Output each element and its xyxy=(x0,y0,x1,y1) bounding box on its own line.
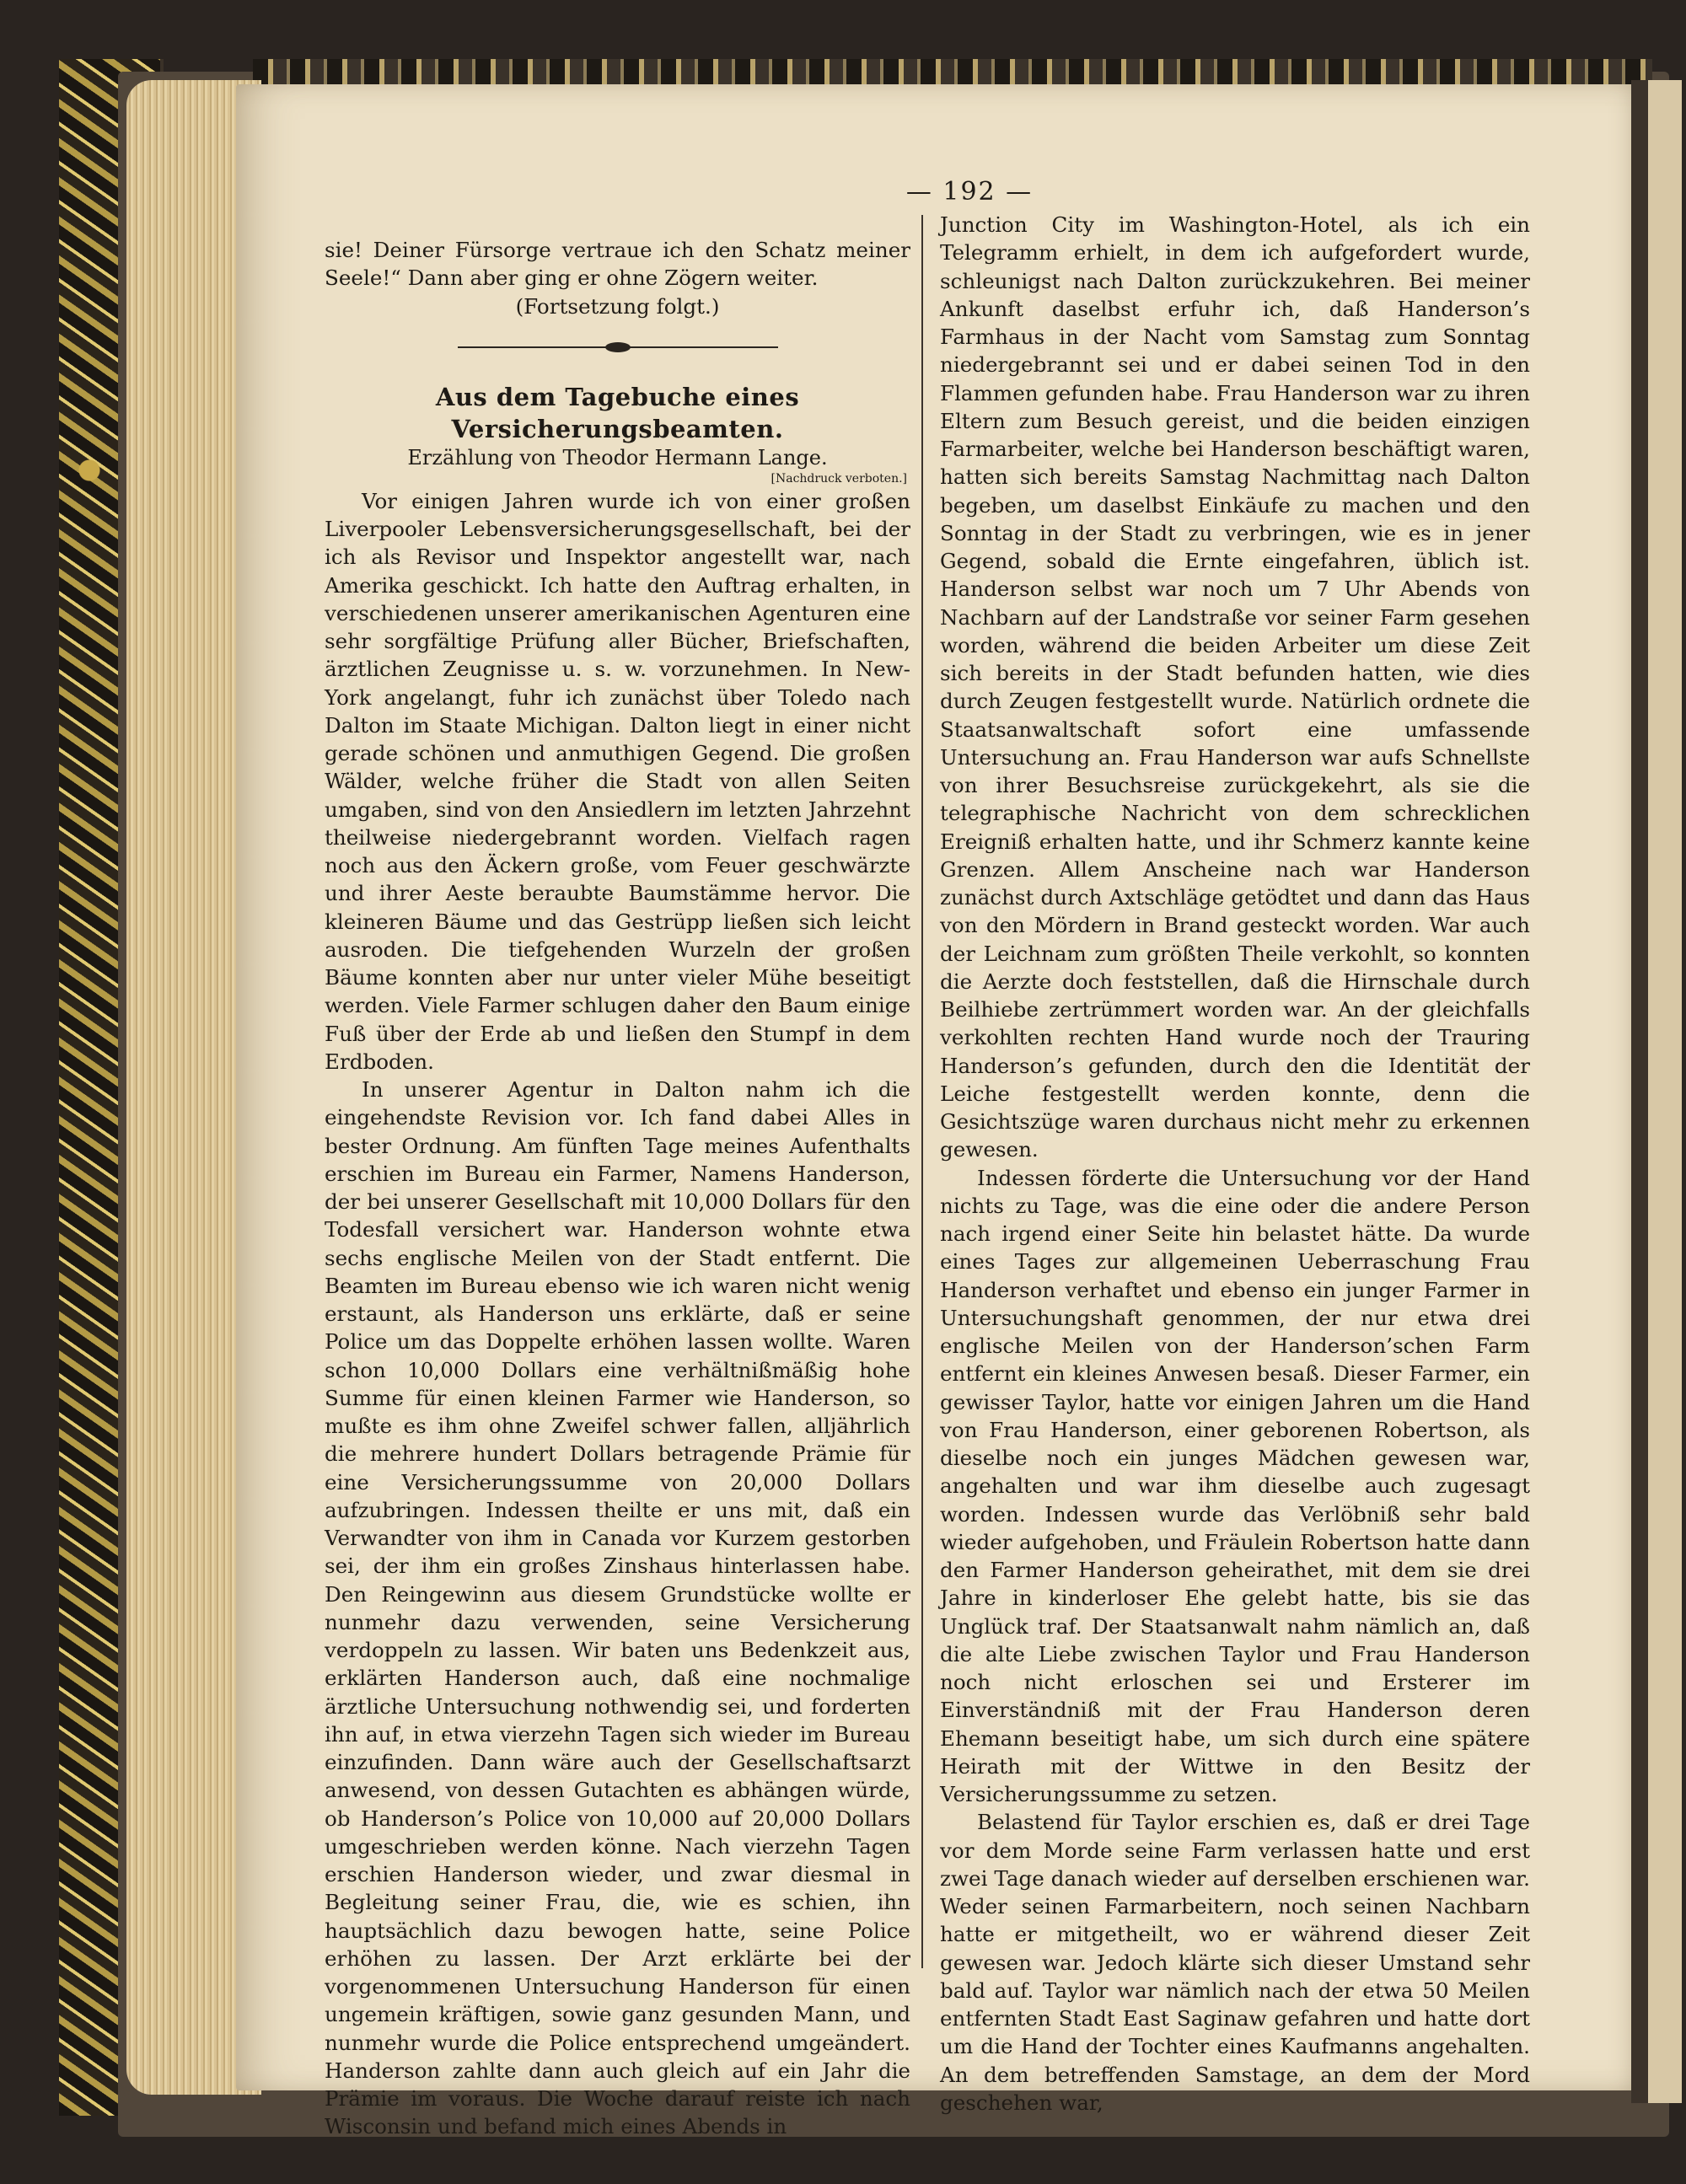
page-number: — 192 — xyxy=(905,177,1034,207)
to-be-continued-note: (Fortsetzung folgt.) xyxy=(515,293,720,319)
article-title: Aus dem Tagebuche eines Versicherungsbeamten. xyxy=(435,382,800,443)
book-top-edge xyxy=(253,59,1652,84)
facing-page-edge xyxy=(1631,80,1686,2103)
column-divider xyxy=(921,215,923,1968)
right-column xyxy=(940,211,1530,2117)
article-byline: Erzählung von Theodor Hermann Lange. xyxy=(407,445,828,470)
section-ornament-divider xyxy=(458,342,778,352)
reprint-notice: [Nachdruck verboten.] xyxy=(771,471,907,486)
article-paragraph: Belastend für Taylor erschien es, daß er drei Tage vor dem Morde seine Farm verlassen hatte und erst zwei Tage danach wieder auf derselben erschienen war. Weder seinen Farmarbeitern, noch seinen Nachbarn hatte er mitgetheilt, wo er während dieser Zeit gewesen war. Jedoch klärte sich dieser Umstand sehr bald auf. Taylor war nämlich nach der etwa 50 Meilen entfernten Stadt East Saginaw gefahren und hatte dort um die Hand der Tochter eines Kaufmanns angehalten. An dem betreffenden Samstage, an dem der Mord geschehen war, xyxy=(940,1810,1530,2115)
previous-story-ending: sie! Deiner Fürsorge vertraue ich den Schatz meiner Seele!“ Dann aber ging er ohne Zögern weiter. xyxy=(325,238,910,291)
article-paragraph: Vor einigen Jahren wurde ich von einer großen Liverpooler Lebensversicherungsgesellschaft, bei der ich als Revisor und Inspektor angestellt war, nach Amerika geschickt. Ich hatte den Auftrag erhalten, in verschiedenen unserer amerikanischen Agenturen eine sehr sorgfältige Prüfung aller Bücher, Briefschaften, ärztlichen Zeugnisse u. s. w. vorzunehmen. In New-York angelangt, fuhr ich zunächst über Toledo nach Dalton im Staate Michigan. Dalton liegt in einer nicht gerade schönen und anmuthigen Gegend. Die großen Wälder, welche früher die Stadt von allen Seiten umgaben, sind von den Ansiedlern im letzten Jahrzehnt theilweise niedergebrannt worden. Vielfach ragen noch aus den Äckern große, vom Feuer geschwärzte und ihrer Aeste beraubte Baumstämme hervor. Die kleineren Bäume und das Gestrüpp ließen sich leicht ausroden. Die tiefgehenden Wurzeln der großen Bäume konnten aber nur unter vieler Mühe beseitigt werden. Viele Farmer schlugen daher den Baum einige Fuß über der Erde ab und ließen den Stumpf in dem Erdboden. xyxy=(325,488,910,1074)
article-paragraph: In unserer Agentur in Dalton nahm ich die eingehendste Revision vor. Ich fand dabei Alles in bester Ordnung. Am fünften Tage meines Aufenthalts erschien im Bureau ein Farmer, Namens Handerson, der bei unserer Gesellschaft mit 10,000 Dollars für den Todesfall versichert war. Handerson wohnte etwa sechs englische Meilen von der Stadt entfernt. Die Beamten im Bureau ebenso wie ich waren nicht wenig erstaunt, als Handerson uns erklärte, daß er seine Police um das Doppelte erhöhen lassen wollte. Waren schon 10,000 Dollars eine verhältnißmäßig hohe Summe für einen kleinen Farmer wie Handerson, so mußte es ihm ohne Zweifel schwer fallen, alljährlich die mehrere hundert Dollars betragende Prämie für eine Versicherungssumme von 20,000 Dollars aufzubringen. Indessen theilte er uns mit, daß ein Verwandter von ihm in Canada vor Kurzem gestorben sei, der ihm ein großes Zinshaus hinterlassen habe. Den Reingewinn aus diesem Grundstücke wollte er nunmehr dazu verwenden, seine Versicherung verdoppeln zu lassen. Wir baten uns Bedenkzeit aus, erklärten Handerson auch, daß eine nochmalige ärztliche Untersuchung nothwendig sei, und forderten ihn auf, in etwa vierzehn Tagen sich wieder im Bureau einzufinden. Dann wäre auch der Gesellschaftsarzt anwesend, von dessen Gutachten es abhängen würde, ob Handerson’s Police von 10,000 auf 20,000 Dollars umgeschrieben werden könne. Nach vierzehn Tagen erschien Handerson wieder, und zwar diesmal in Begleitung seiner Frau, die, wie es schien, ihn hauptsächlich dazu bewogen hatte, seine Police erhöhen zu lassen. Der Arzt erklärte bei der vorgenommenen Untersuchung Handerson für einen ungemein kräftigen, sowie ganz gesunden Mann, und nunmehr wurde die Police entsprechend umgeändert. Handerson zahlte dann auch gleich auf ein Jahr die Prämie im voraus. Die Woche darauf reiste ich nach Wisconsin und befand mich eines Abends in xyxy=(325,1077,910,2139)
article-paragraph: Junction City im Washington-Hotel, als ich ein Telegramm erhielt, in dem ich aufgefordert wurde, schleunigst nach Dalton zurückzukehren. Bei meiner Ankunft daselbst erfuhr ich, daß Handerson’s Farmhaus in der Nacht vom Samstag zum Sonntag niedergebrannt sei und er dabei seinen Tod in den Flammen gefunden habe. Frau Handerson war zu ihren Eltern zum Besuch gereist, und die beiden einzigen Farmarbeiter, welche bei Handerson beschäftigt waren, hatten sich bereits Samstag Nachmittag nach Dalton begeben, um daselbst Einkäufe zu machen und den Sonntag in der Stadt zu verbringen, wie es in jener Gegend, sobald die Ernte eingefahren, üblich ist. Handerson selbst war noch um 7 Uhr Abends von Nachbarn auf der Landstraße vor seiner Farm gesehen worden, während die beiden Arbeiter um diese Zeit sich bereits in der Stadt befunden hatten, wie dies durch Zeugen festgestellt wurde. Natürlich ordnete die Staatsanwaltschaft sofort eine umfassende Untersuchung an. Frau Handerson war aufs Schnellste von ihrer Besuchsreise zurückgekehrt, als sie die telegraphische Nachricht von dem schrecklichen Ereigniß erhalten hatte, und ihr Schmerz kannte keine Grenzen. Allem Anscheine nach war Handerson zunächst durch Axtschläge getödtet und dann das Haus von den Mördern in Brand gesteckt worden. War auch der Leichnam zum größten Theile verkohlt, so konnten die Aerzte doch feststellen, daß die Hirnschale durch Beilhiebe zertrümmert worden war. An der gleichfalls verkohlten rechten Hand wurde noch der Trauring Handerson’s gefunden, durch den die Identität der Leiche festgestellt werden konnte, denn die Gesichtszüge waren durchaus nicht mehr zu erkennen gewesen. xyxy=(940,212,1530,1162)
article-paragraph: Indessen förderte die Untersuchung vor der Hand nichts zu Tage, was die eine oder die andere Person nach irgend einer Seite hin belastet hätte. Da wurde eines Tages zur allgemeinen Ueberraschung Frau Handerson verhaftet und ebenso ein junger Farmer in Untersuchungshaft genommen, der nur etwa drei englische Meilen von der Handerson’schen Farm entfernt ein kleines Anwesen besaß. Dieser Farmer, ein gewisser Taylor, hatte vor einigen Jahren um die Hand von Frau Handerson, einer geborenen Robertson, als dieselbe noch ein junges Mädchen gewesen war, angehalten und war ihm dieselbe auch zugesagt worden. Indessen wurde das Verlöbniß sehr bald wieder aufgehoben, und Fräulein Robertson hatte dann den Farmer Handerson geheirathet, mit dem sie drei Jahre in kinderloser Ehe gelebt hatte, bis sie das Unglück traf. Der Staatsanwalt nahm nämlich an, daß die alte Liebe zwischen Taylor und Frau Handerson noch nicht erloschen sei und Ersterer im Einverständniß mit der Frau Handerson deren Ehemann beseitigt habe, um sich durch eine spätere Heirath mit der Wittwe in den Besitz der Versicherungssumme zu setzen. xyxy=(940,1165,1530,1806)
left-column xyxy=(325,236,910,2141)
